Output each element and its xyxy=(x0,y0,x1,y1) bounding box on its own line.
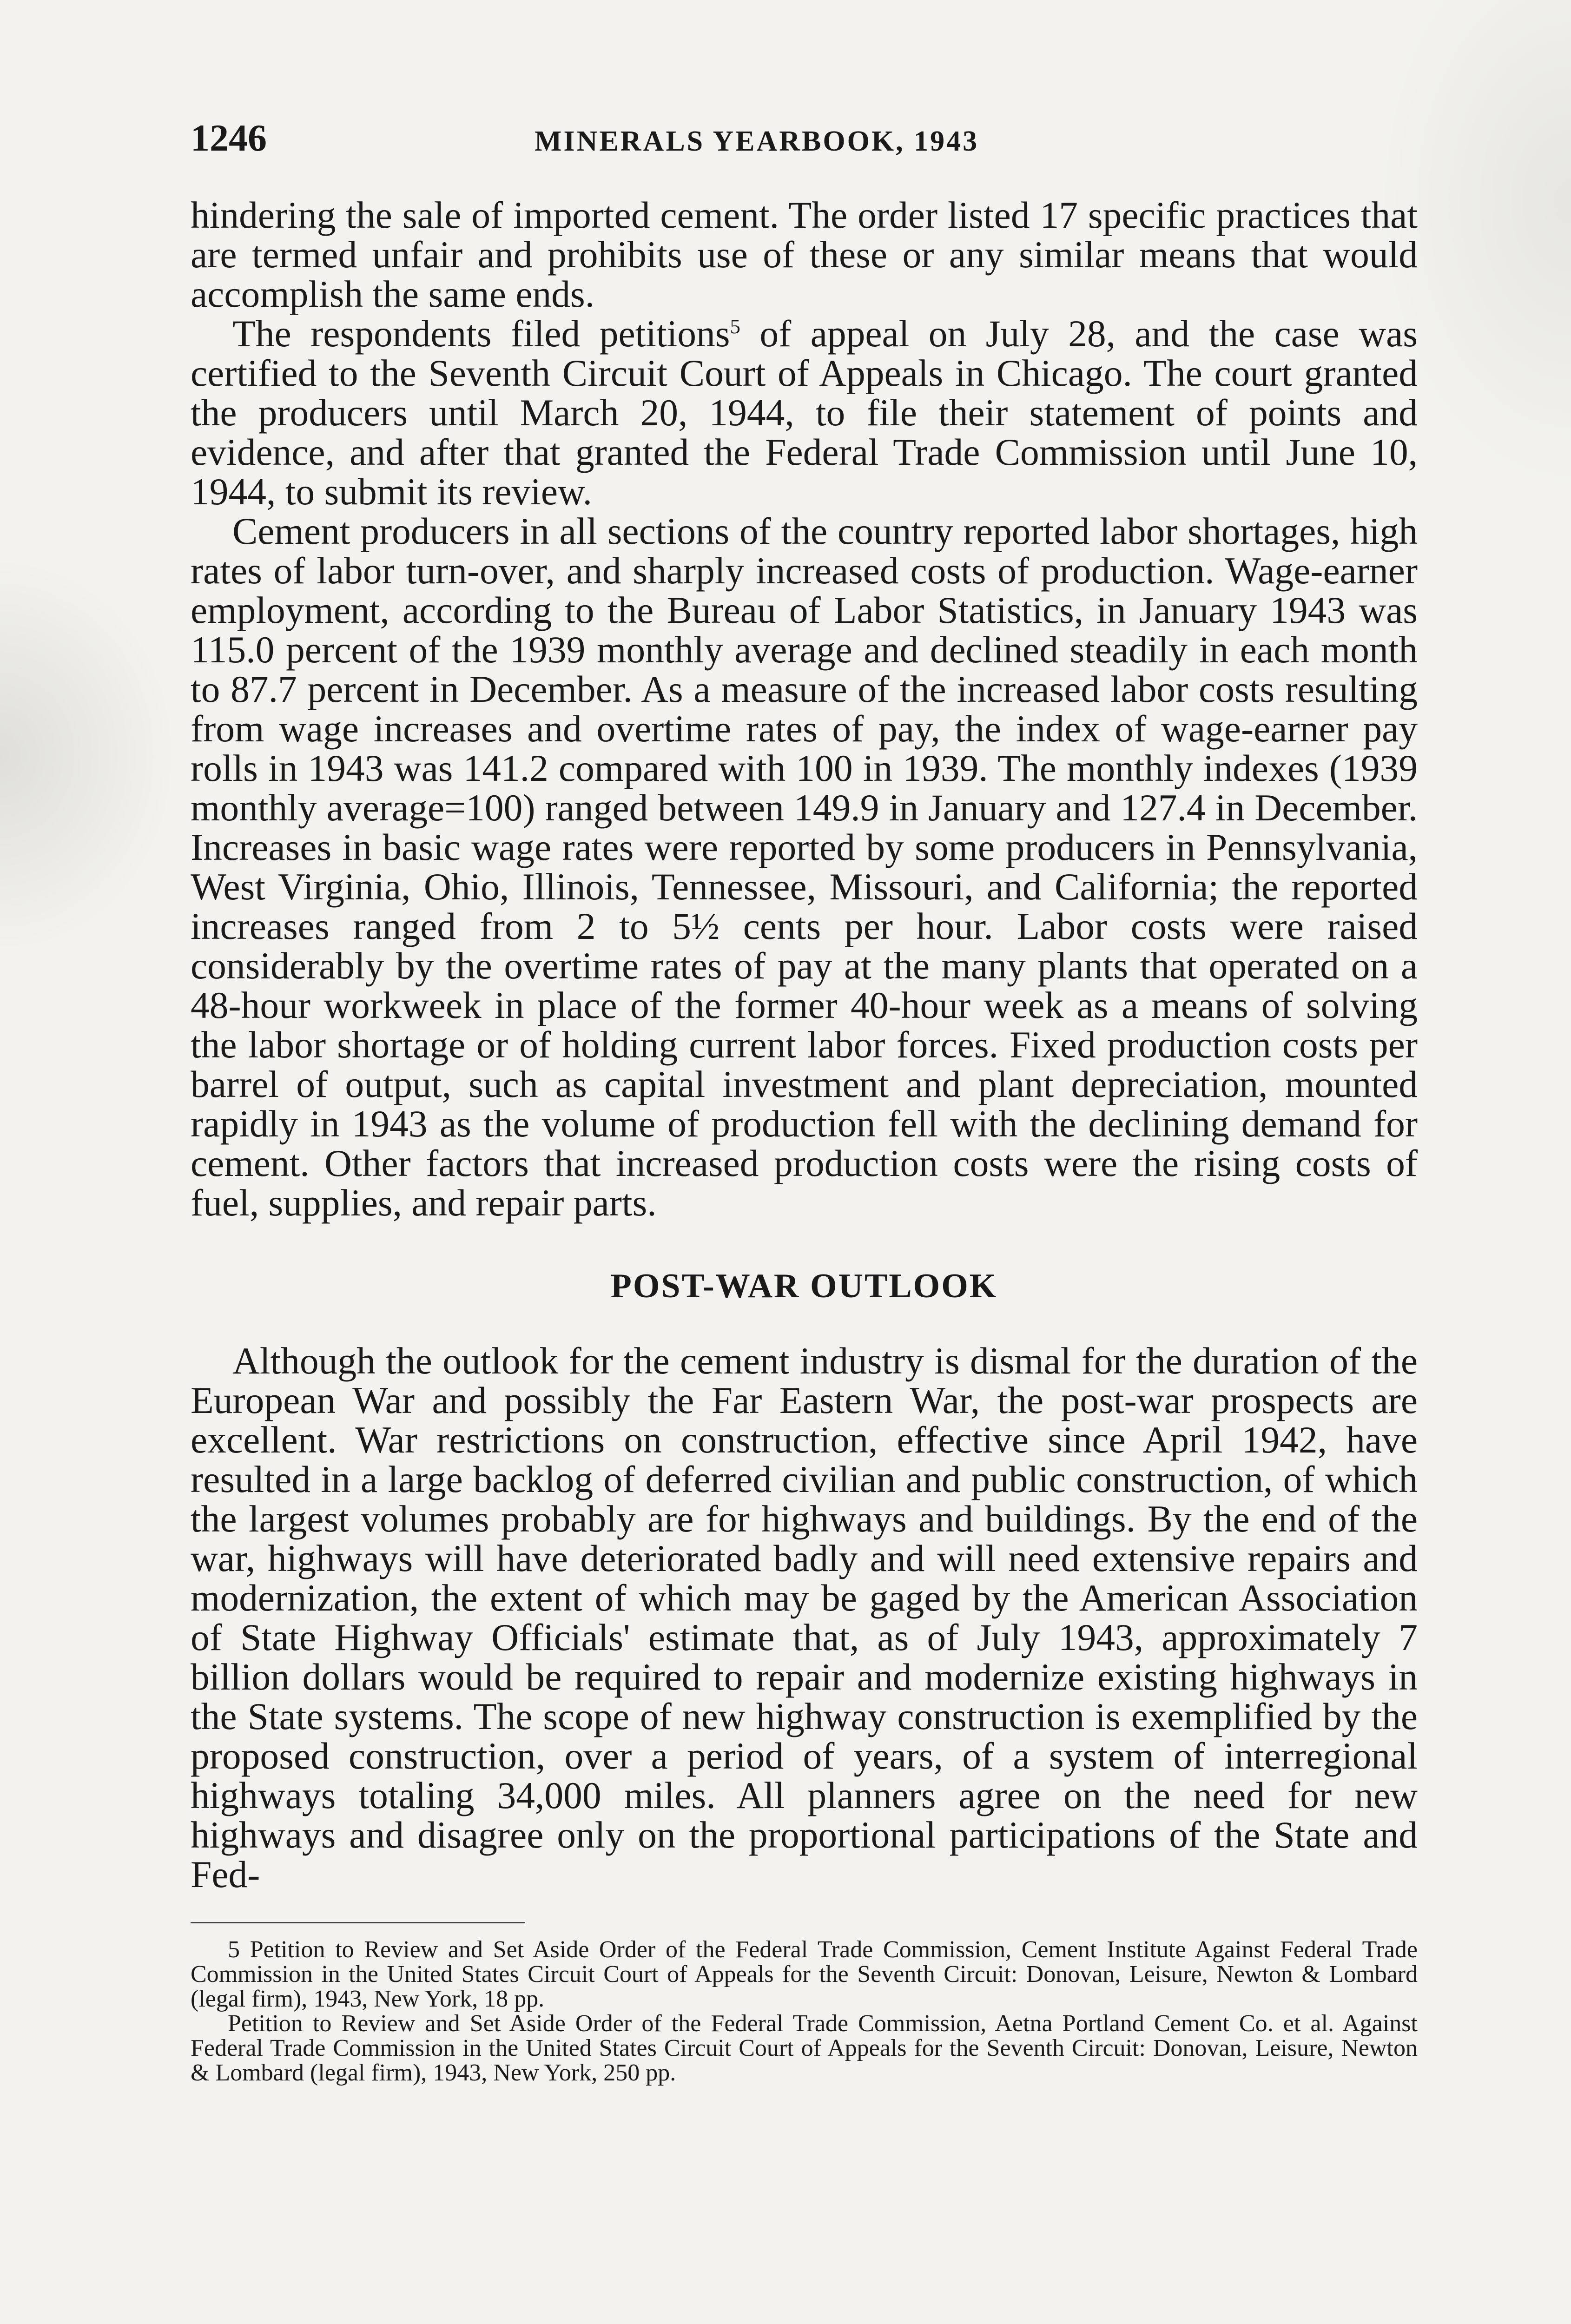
section-body xyxy=(191,1341,1418,1894)
body-text xyxy=(191,195,1418,1222)
paragraph-respondents-lead: The respondents filed petitions xyxy=(232,312,730,355)
footnotes xyxy=(191,1937,1418,2085)
paragraph-continuation: hindering the sale of imported cement. The order listed 17 specific practices that are termed unfair and prohibits use of these or any similar means that would accomplish the same ends. xyxy=(191,194,1418,315)
running-title: MINERALS YEARBOOK, 1943 xyxy=(535,125,979,157)
paragraph-labor-costs: Cement producers in all sections of the country reported labor shortages, high rates of labor turn-over, and sharply increased costs of production. Wage-earner employment, according to the Bureau of Labor Statistics, in January 1943 was 115.0 percent of the 1939 monthly average and declined steadily in each month to 87.7 percent in December. As a measure of the increased labor costs resulting from wage increases and overtime rates of pay, the index of wage-earner pay rolls in 1943 was 141.2 compared with 100 in 1939. The monthly indexes (1939 monthly average=100) ranged between 149.9 in January and 127.4 in December. Increases in basic wage rates were reported by some producers in Pennsylvania, West Virginia, Ohio, Illinois, Tennessee, Missouri, and California; the reported increases ranged from 2 to 5½ cents per hour. Labor costs were raised considerably by the overtime rates of pay at the many plants that operated on a 48-hour workweek in place of the former 40-hour week as a means of solving the labor shortage or of holding current labor forces. Fixed production costs per barrel of output, such as capital investment and plant depreciation, mounted rapidly in 1943 as the volume of production fell with the declining demand for cement. Other factors that increased production costs were the rising costs of fuel, supplies, and repair parts. xyxy=(191,510,1418,1224)
page-number: 1246 xyxy=(191,117,267,159)
footnote-5-continued: Petition to Review and Set Aside Order of the Federal Trade Commission, Aetna Portland Cement Co. et al. Against Federal Trade Commission in the United States Circuit Court of Appeals for the Seventh Circuit: Donovan, Leisure, Newton & Lombard (legal firm), 1943, New York, 250 pp. xyxy=(191,2010,1418,2086)
paragraph-respondents-rest: of appeal on July 28, and the case was certified to the Seventh Circuit Court of Appeals in Chicago. The court granted the producers until March 20, 1944, to file their statement of points and evidence, and after that granted the Federal Trade Commission until June 10, 1944, to submit its review. xyxy=(191,312,1418,513)
section-heading: POST-WAR OUTLOOK xyxy=(610,1267,998,1305)
footnote-reference: 5 xyxy=(730,314,740,338)
footnote-divider xyxy=(191,1922,525,1923)
paragraph-respondents xyxy=(191,314,1418,511)
running-head xyxy=(191,116,1418,167)
paragraph-post-war: Although the outlook for the cement industry is dismal for the duration of the European War and possibly the Far Eastern War, the post-war prospects are excellent. War restrictions on construction, effective since April 1942, have resulted in a large backlog of deferred civilian and public construction, of which the largest volumes probably are for highways and buildings. By the end of the war, highways will have deteriorated badly and will need extensive repairs and modernization, the extent of which may be gaged by the American Association of State Highway Officials' estimate that, as of July 1943, approximately 7 billion dollars would be required to repair and modernize existing highways in the State systems. The scope of new highway construction is exemplified by the proposed construction, over a period of years, of a system of interregional highways totaling 34,000 miles. All planners agree on the need for new highways and disagree only on the proportional participations of the State and Fed- xyxy=(191,1340,1418,1895)
footnote-5: 5 Petition to Review and Set Aside Order of the Federal Trade Commission, Cement Institute Against Federal Trade Commission in the United States Circuit Court of Appeals for the Seventh Circuit: Donovan, Leisure, Newton & Lombard (legal firm), 1943, New York, 18 pp. xyxy=(191,1936,1418,2012)
